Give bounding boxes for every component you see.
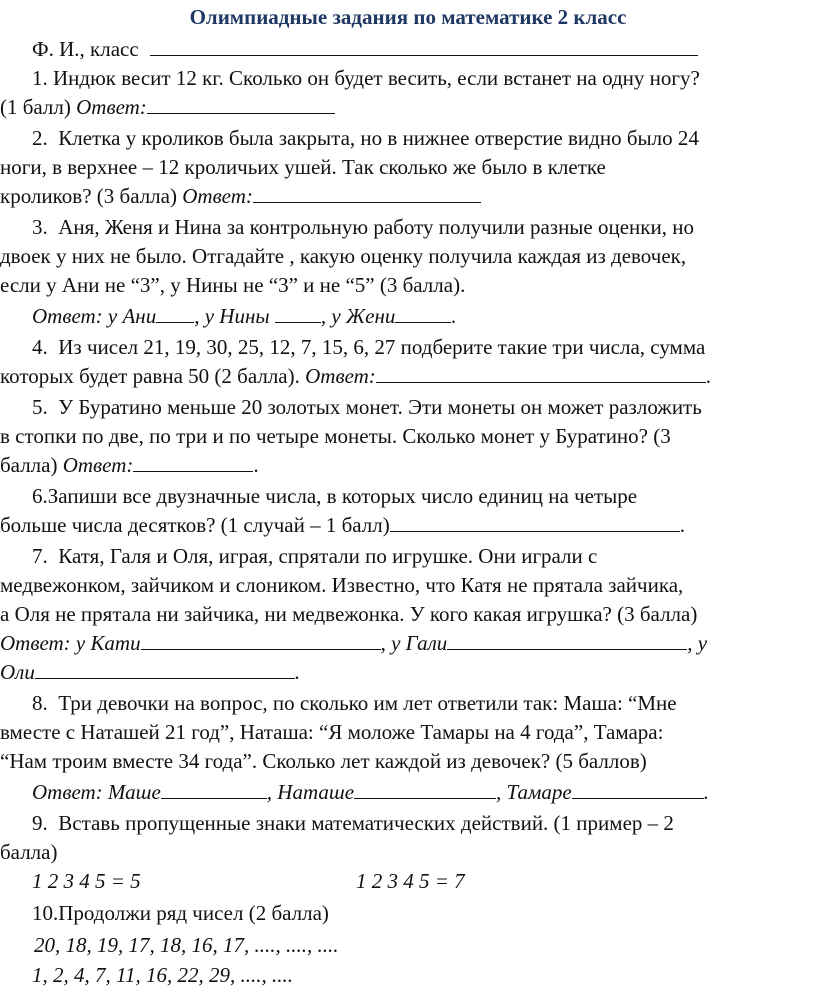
answer-blank-anya[interactable] (156, 304, 194, 323)
name-class-field (32, 35, 816, 64)
name-class-label: Ф. И., класс (32, 37, 139, 61)
page-title: Олимпиадные задания по математике 2 класс (189, 5, 627, 29)
task-10-series-2: 1, 2, 4, 7, 11, 16, 22, 29, ...., .... (32, 963, 293, 987)
task-1-line-1: 1. Индюк весит 12 кг. Сколько он будет весить, если встанет на одну ногу? (32, 66, 700, 90)
answer-blank-tamara[interactable] (572, 780, 704, 799)
task-7-line-3: а Оля не прятала ни зайчика, ни медвежонка. У кого какая игрушка? (3 балла) (0, 602, 698, 626)
task-8-answer: Ответ: Маше , Наташе , Тамаре . (32, 780, 709, 804)
answer-blank-natasha[interactable] (354, 780, 496, 799)
task-4-answer-blank[interactable] (376, 364, 706, 383)
task-6-line-2: больше числа десятков? (1 случай – 1 балл) . (0, 513, 685, 537)
answer-blank-katya[interactable] (141, 631, 381, 650)
task-6-line-1: 6.Запиши все двузначные числа, в которых число единиц на четыре (32, 484, 638, 508)
answer-blank-nina[interactable] (275, 304, 321, 323)
task-5-line-2: в стопки по две, по три и по четыре монеты. Сколько монет у Буратино? (3 (0, 424, 671, 448)
task-7-answer-line-1: Ответ: у Кати , у Гали , у (0, 631, 708, 655)
task-3-line-1: 3. Аня, Женя и Нина за контрольную работу получили разные оценки, но (32, 215, 694, 239)
answer-blank-galya[interactable] (447, 631, 687, 650)
task-9-example-1: 1 2 3 4 5 = 5 (32, 869, 141, 893)
task-8-line-3: “Нам троим вместе 34 года”. Сколько лет каждой из девочек? (5 баллов) (0, 749, 647, 773)
task-4-line-2: которых будет равна 50 (2 балла). Ответ: . (0, 364, 712, 388)
task-2-line-1: 2. Клетка у кроликов была закрыта, но в нижнее отверстие видно было 24 (32, 126, 699, 150)
task-9-line-2: балла) (0, 840, 58, 864)
task-1-answer-blank[interactable] (147, 95, 335, 114)
task-5-line-1: 5. У Буратино меньше 20 золотых монет. Эти монеты он может разложить (32, 395, 702, 419)
task-9-example-2: 1 2 3 4 5 = 7 (356, 869, 465, 893)
task-10-series-1: 20, 18, 19, 17, 18, 16, 17, ...., ...., .... (34, 933, 339, 957)
task-1-line-2: (1 балл) Ответ: (0, 93, 816, 122)
task-3-line-3: если у Ани не “3”, у Нины не “3” и не “5” (3 балла). (0, 273, 466, 297)
task-6-answer-blank[interactable] (390, 513, 680, 532)
task-2-line-3: кроликов? (3 балла) Ответ: (0, 182, 816, 211)
task-8-line-1: 8. Три девочки на вопрос, по сколько им лет ответили так: Маша: “Мне (32, 691, 677, 715)
task-4-line-1: 4. Из чисел 21, 19, 30, 25, 12, 7, 15, 6, 27 подберите такие три числа, сумма (32, 335, 706, 359)
task-7-line-1: 7. Катя, Галя и Оля, играя, спрятали по игрушке. Они играли с (32, 544, 598, 568)
task-3-line-2: двоек у них не было. Отгадайте , какую оценку получила каждая из девочек, (0, 244, 687, 268)
task-2-line-2: ноги, в верхнее – 12 кроличьих ушей. Так сколько же было в клетке (0, 155, 606, 179)
task-5-answer-blank[interactable] (133, 453, 253, 472)
answer-blank-masha[interactable] (161, 780, 267, 799)
task-9-line-1: 9. Вставь пропущенные знаки математических действий. (1 пример – 2 (32, 811, 674, 835)
task-8-line-2: вместе с Наташей 21 год”, Наташа: “Я моложе Тамары на 4 года”, Тамара: (0, 720, 664, 744)
task-3-answer: Ответ: у Ани , у Нины , у Жени . (32, 304, 457, 328)
answer-blank-zhenya[interactable] (395, 304, 451, 323)
name-class-blank[interactable] (150, 37, 698, 56)
task-5-line-3: балла) Ответ: . (0, 453, 259, 477)
task-7-answer-line-2: Оли . (0, 660, 301, 684)
task-10-line-1: 10.Продолжи ряд чисел (2 балла) (32, 901, 329, 925)
answer-blank-olya[interactable] (35, 660, 295, 679)
task-7-line-2: медвежонком, зайчиком и слоником. Известно, что Катя не прятала зайчика, (0, 573, 684, 597)
task-2-answer-blank[interactable] (253, 184, 481, 203)
